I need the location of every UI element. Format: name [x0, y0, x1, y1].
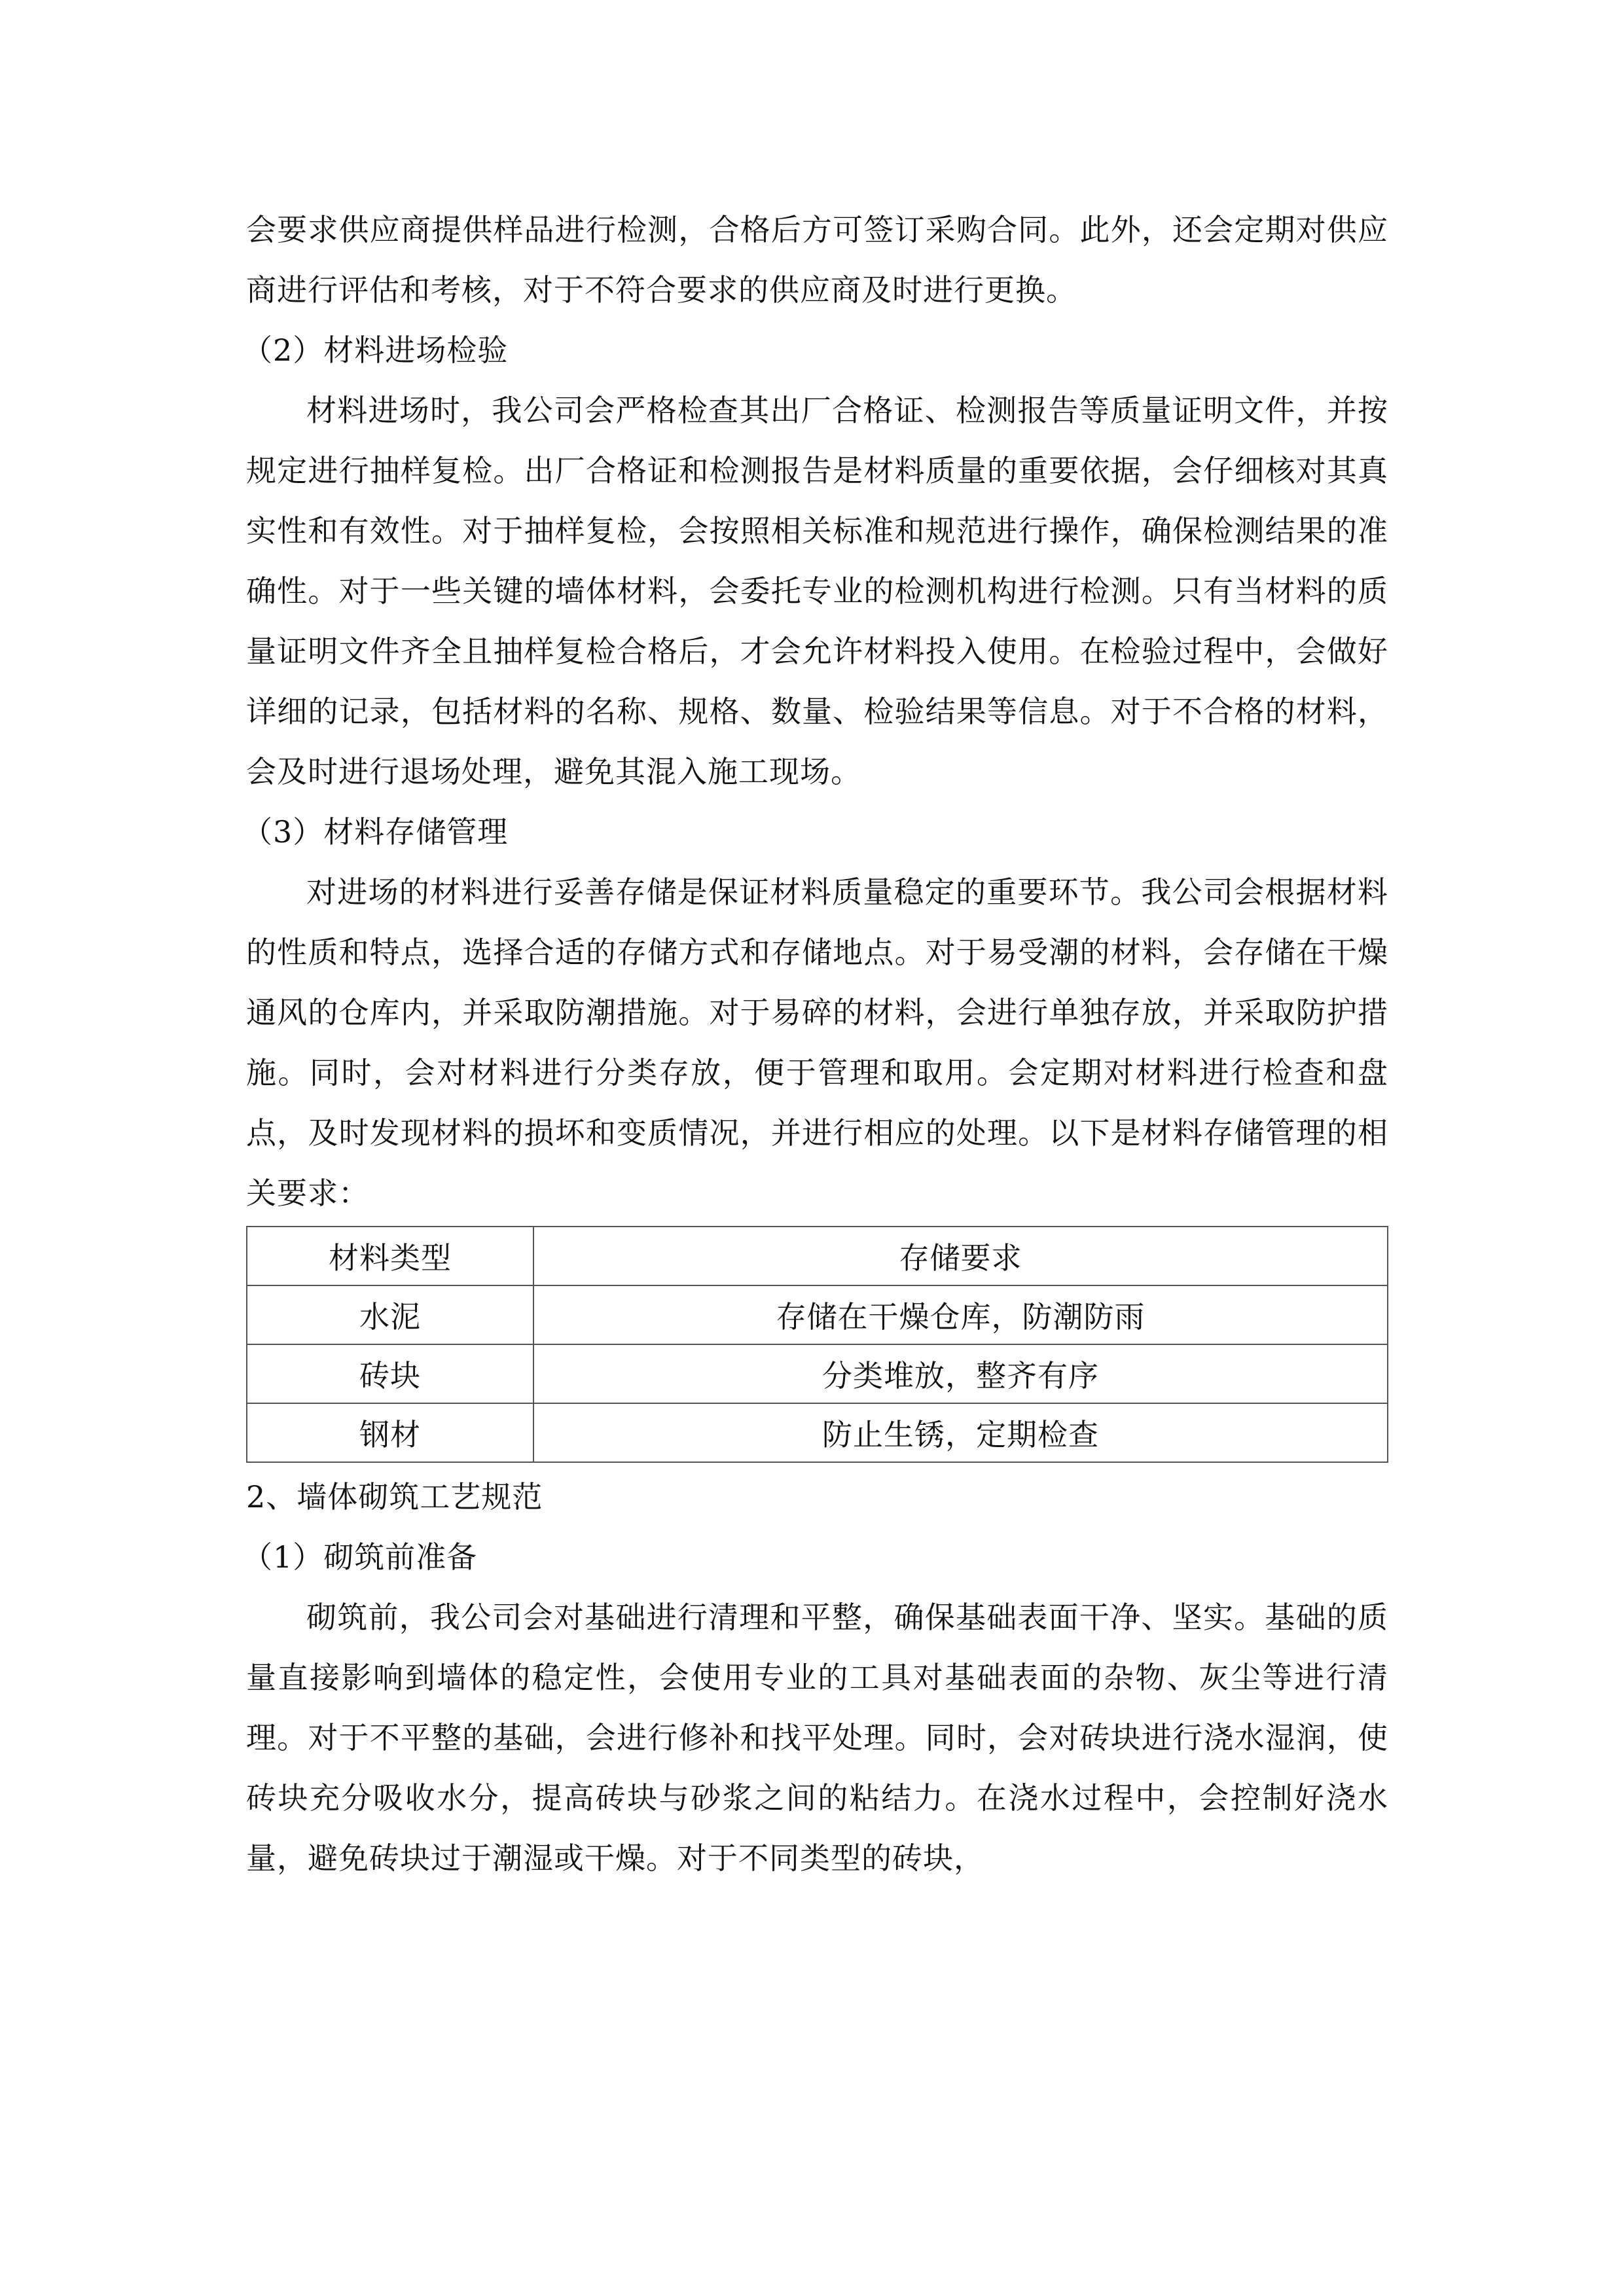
table-row	[247, 1403, 1388, 1462]
heading-material-storage-management: （3）材料存储管理	[242, 814, 509, 850]
heading-material-entry-inspection: （2）材料进场检验	[242, 332, 509, 368]
table-cell-material: 砖块	[247, 1344, 533, 1403]
table-header-row	[247, 1227, 1388, 1285]
heading-pre-masonry-preparation: （1）砌筑前准备	[242, 1539, 478, 1575]
paragraph-pre-masonry-preparation: 砌筑前，我公司会对基础进行清理和平整，确保基础表面干净、坚实。基础的质量直接影响到墙体的稳定性，会使用专业的工具对基础表面的杂物、灰尘等进行清理。对于不平整的基础，会进行修补和找平处理。同时，会对砖块进行浇水湿润，使砖块充分吸收水分，提高砖块与砂浆之间的粘结力。在浇水过程中，会控制好浇水量，避免砖块过于潮湿或干燥。对于不同类型的砖块，	[246, 1600, 1388, 1876]
document-content	[242, 200, 1388, 1888]
table-cell-material: 钢材	[247, 1403, 533, 1462]
table-cell-requirement: 防止生锈，定期检查	[533, 1403, 1388, 1462]
paragraph-supplier-evaluation: 会要求供应商提供样品进行检测，合格后方可签订采购合同。此外，还会定期对供应商进行评估和考核，对于不符合要求的供应商及时进行更换。	[246, 212, 1388, 308]
paragraph-material-entry-inspection: 材料进场时，我公司会严格检查其出厂合格证、检测报告等质量证明文件，并按规定进行抽样复检。出厂合格证和检测报告是材料质量的重要依据，会仔细核对其真实性和有效性。对于抽样复检，会按照相关标准和规范进行操作，确保检测结果的准确性。对于一些关键的墙体材料，会委托专业的检测机构进行检测。只有当材料的质量证明文件齐全且抽样复检合格后，才会允许材料投入使用。在检验过程中，会做好详细的记录，包括材料的名称、规格、数量、检验结果等信息。对于不合格的材料，会及时进行退场处理，避免其混入施工现场。	[246, 393, 1388, 789]
table-cell-requirement: 分类堆放，整齐有序	[533, 1344, 1388, 1403]
table-cell-material: 水泥	[247, 1285, 533, 1344]
table-header-storage-requirement: 存储要求	[533, 1227, 1388, 1285]
table-cell-requirement: 存储在干燥仓库，防潮防雨	[533, 1285, 1388, 1344]
table-header-material-type: 材料类型	[247, 1227, 533, 1285]
paragraph-material-storage-management: 对进场的材料进行妥善存储是保证材料质量稳定的重要环节。我公司会根据材料的性质和特点，选择合适的存储方式和存储地点。对于易受潮的材料，会存储在干燥通风的仓库内，并采取防潮措施。对于易碎的材料，会进行单独存放，并采取防护措施。同时，会对材料进行分类存放，便于管理和取用。会定期对材料进行检查和盘点，及时发现材料的损坏和变质情况，并进行相应的处理。以下是材料存储管理的相关要求：	[246, 874, 1388, 1211]
table-row	[247, 1285, 1388, 1344]
heading-wall-masonry-process: 2、墙体砌筑工艺规范	[246, 1479, 543, 1515]
table-row	[247, 1344, 1388, 1403]
storage-requirements-table	[246, 1226, 1388, 1463]
